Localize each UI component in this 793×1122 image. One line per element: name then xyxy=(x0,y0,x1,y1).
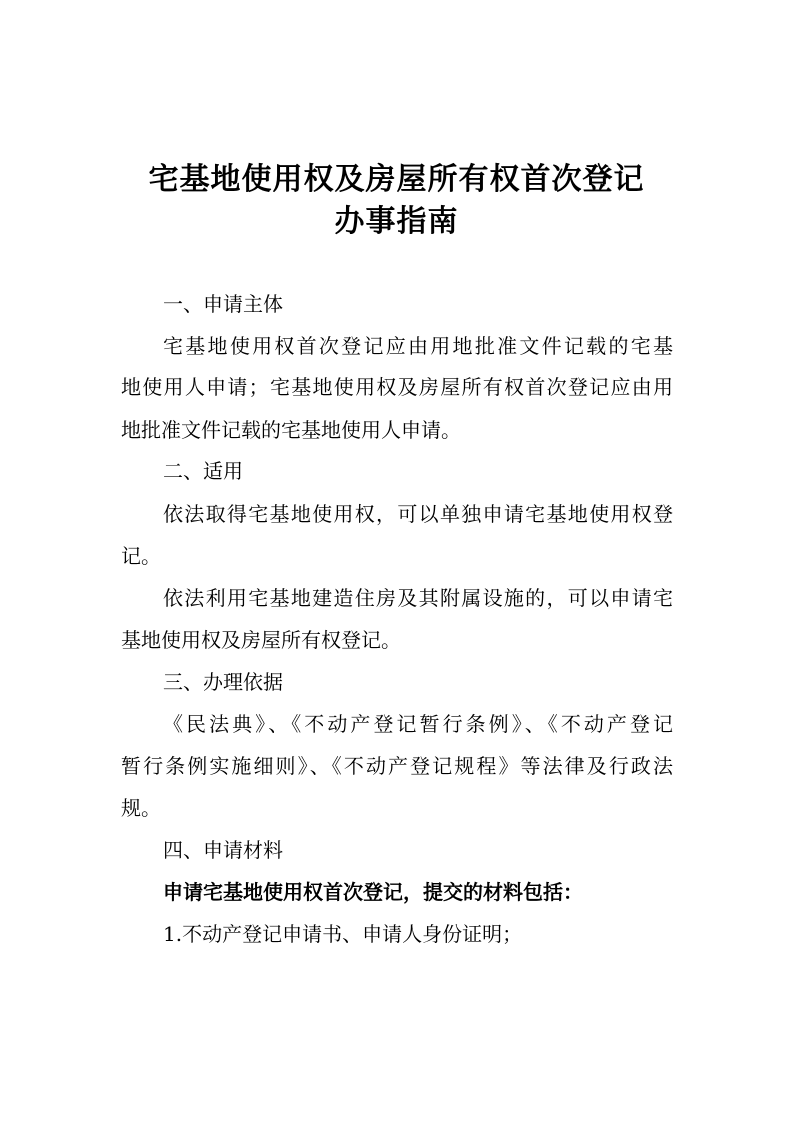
section1-line-3: 地批准文件记载的宅基地使用人申请。 xyxy=(121,418,461,442)
section-heading-applicable: 二、适用 xyxy=(163,459,243,483)
document-title-line2: 办事指南 xyxy=(334,204,459,239)
section2-para1-line-1: 依法取得宅基地使用权，可以单独申请宅基地使用权登 xyxy=(163,502,673,526)
section2-para2-line-1: 依法利用宅基地建造住房及其附属设施的，可以申请宅 xyxy=(163,586,673,610)
section-heading-applicant: 一、申请主体 xyxy=(163,292,283,316)
section1-line-1: 宅基地使用权首次登记应由用地批准文件记载的宅基 xyxy=(163,334,673,358)
document-title-line1: 宅基地使用权及房屋所有权首次登记 xyxy=(148,162,645,197)
section3-line-1: 《民法典》、《不动产登记暂行条例》、《不动产登记 xyxy=(163,712,673,736)
section2-para1-line-2: 记。 xyxy=(121,544,161,568)
materials-subheading: 申请宅基地使用权首次登记，提交的材料包括： xyxy=(163,880,583,904)
section3-line-2: 暂行条例实施细则》、《不动产登记规程》等法律及行政法 xyxy=(121,754,673,778)
section1-line-2: 地使用人申请；宅基地使用权及房屋所有权首次登记应由用 xyxy=(121,375,673,399)
section-heading-legal-basis: 三、办理依据 xyxy=(163,670,283,694)
section2-para2-line-2: 基地使用权及房屋所有权登记。 xyxy=(121,628,401,652)
section-heading-materials: 四、申请材料 xyxy=(163,838,283,862)
materials-item-1: 1.不动产登记申请书、申请人身份证明； xyxy=(163,922,523,946)
section3-line-3: 规。 xyxy=(121,796,161,820)
